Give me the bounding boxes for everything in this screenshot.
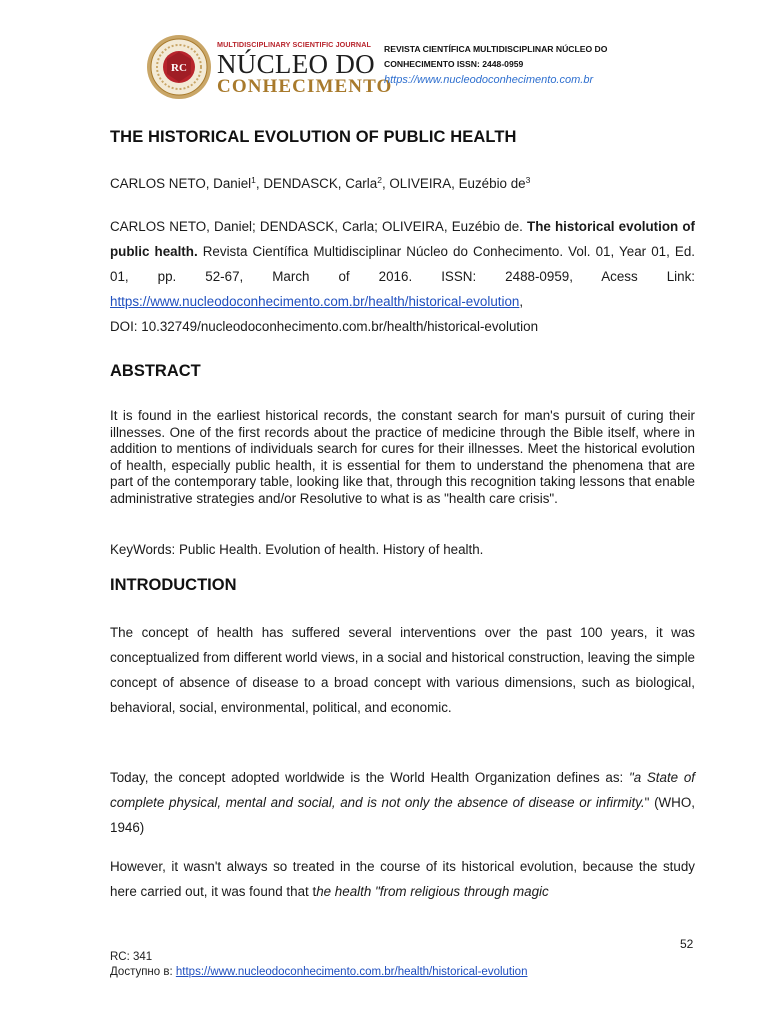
- introduction-heading: INTRODUCTION: [110, 576, 237, 594]
- brand-name-line1: NÚCLEO DO: [217, 49, 375, 79]
- page-footer: [110, 950, 527, 980]
- citation-details: Revista Científica Multidisciplinar Núcleo do Conhecimento. Vol. 01, Year 01, Ed. 01, pp. 52-67, March of 2016. ISSN: 2488-0959, Acess Link:: [110, 244, 695, 284]
- citation-authors: CARLOS NETO, Daniel; DENDASCK, Carla; OLIVEIRA, Euzébio de.: [110, 219, 528, 234]
- introduction-paragraph-2: [110, 765, 695, 840]
- paragraph-text: However, it wasn't always so treated in the course of its historical evolution, because the study here carried out, it was found that t: [110, 859, 695, 899]
- author-separator: ,: [381, 176, 390, 191]
- journal-seal-logo: [146, 34, 212, 100]
- keywords: KeyWords: Public Health. Evolution of health. History of health.: [110, 542, 484, 557]
- journal-website-link[interactable]: https://www.nucleodoconhecimento.com.br: [384, 74, 594, 86]
- rc-label: RC:: [110, 951, 133, 963]
- citation-title: The historical evolution of public health.: [110, 219, 695, 259]
- author-3-affiliation: 3: [525, 175, 531, 185]
- author-2: DENDASCK, Carla: [263, 176, 378, 191]
- author-2-affiliation: 2: [377, 175, 382, 185]
- author-3: OLIVEIRA, Euzébio de: [389, 176, 526, 191]
- brand-name-line2: CONHECIMENTO: [217, 76, 393, 97]
- who-definition-quote: "a State of complete physical, mental and social, and is not only the absence of disease or infirmity.: [110, 770, 695, 810]
- journal-issn: CONHECIMENTO ISSN: 2448-0959: [384, 59, 524, 69]
- author-separator: ,: [255, 176, 264, 191]
- citation-punctuation: ,: [519, 294, 524, 309]
- citation-block: [110, 214, 695, 339]
- paragraph-text: " (WHO, 1946): [110, 795, 695, 835]
- footer-article-link[interactable]: https://www.nucleodoconhecimento.com.br/health/historical-evolution: [175, 966, 528, 978]
- author-list: [110, 176, 530, 191]
- available-at: [110, 965, 527, 980]
- abstract-text: It is found in the earliest historical records, the constant search for man's pursuit of curing their illnesses. One of the first records about the practice of medicine through the Bible itself, where in addition to mentions of individuals search for cures for their illnesses. Meet the historical evolution of health, especially public health, it is essential for them to understand the phenomena that are part of the contemporary table, looking like that, through this recognition taking lessons that enable administrative strategies and/or Resolutive to what is as "health care crisis".: [110, 408, 695, 506]
- brand-subtitle: MULTIDISCIPLINARY SCIENTIFIC JOURNAL: [217, 40, 372, 49]
- page-number: 52: [680, 937, 694, 951]
- paragraph-quote: he health "from religious through magic: [316, 884, 549, 899]
- introduction-paragraph-1: The concept of health has suffered several interventions over the past 100 years, it was conceptualized from different world views, in a social and historical construction, leaving the simple concept of absence of disease to a broad concept with various dimensions, such as biological, behavioral, social, environmental, political, and economic.: [110, 625, 695, 715]
- rc-value: 341: [133, 951, 153, 963]
- rc-reference: [110, 950, 527, 965]
- author-1-affiliation: 1: [251, 175, 256, 185]
- citation-doi: DOI: 10.32749/nucleodoconhecimento.com.br/health/historical-evolution: [110, 319, 539, 334]
- article-title: THE HISTORICAL EVOLUTION OF PUBLIC HEALTH: [110, 128, 517, 146]
- abstract-heading: ABSTRACT: [110, 362, 201, 380]
- author-1: CARLOS NETO, Daniel: [110, 176, 252, 191]
- journal-header: [146, 34, 706, 104]
- introduction-paragraph-3: [110, 854, 695, 904]
- journal-info: [384, 42, 714, 88]
- available-label: Доступно в:: [110, 966, 176, 978]
- paragraph-text: Today, the concept adopted worldwide is the World Health Organization defines as:: [110, 770, 629, 785]
- svg-text:RC: RC: [171, 62, 187, 74]
- citation-access-link[interactable]: https://www.nucleodoconhecimento.com.br/health/historical-evolution: [110, 294, 520, 309]
- journal-name: REVISTA CIENTÍFICA MULTIDISCIPLINAR NÚCLEO DO: [384, 44, 608, 54]
